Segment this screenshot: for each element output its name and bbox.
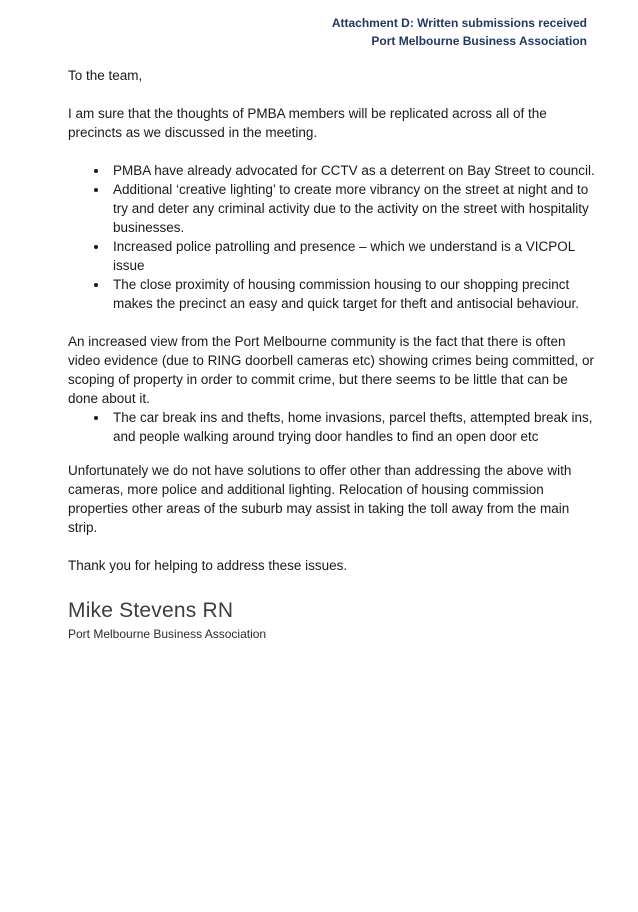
closing-line: Thank you for helping to address these issues. xyxy=(68,558,348,573)
concerns-bullet-list xyxy=(68,161,595,313)
signature-organisation: Port Melbourne Business Association xyxy=(68,627,267,641)
bullet-item: • Increased police patrolling and presence – which we understand is a VICPOL issue xyxy=(109,237,595,275)
crime-examples-bullet-list xyxy=(68,408,595,446)
bullet-item: • The close proximity of housing commission housing to our shopping precinct makes the precinct an easy and quick target for theft and antisocial behaviour. xyxy=(109,275,595,313)
paragraph-intro: I am sure that the thoughts of PMBA members will be replicated across all of the precincts as we discussed in the meeting. xyxy=(68,106,547,140)
signature-name: Mike Stevens RN xyxy=(68,599,234,622)
attachment-header-line2: Port Melbourne Business Association xyxy=(371,34,587,48)
bullet-item: • The car break ins and thefts, home invasions, parcel thefts, attempted break ins, and people walking around trying door handles to find an open door etc xyxy=(109,408,595,446)
letter-body xyxy=(68,66,595,642)
attachment-header xyxy=(332,14,587,50)
paragraph-solutions: Unfortunately we do not have solutions to offer other than addressing the above with cameras, more police and additional lighting. Relocation of housing commission properties other areas of the suburb may assist in taking the toll away from the main strip. xyxy=(68,463,572,535)
bullet-item: • Additional ‘creative lighting’ to create more vibrancy on the street at night and to try and deter any criminal activity due to the activity on the street with hospitality businesses. xyxy=(109,180,595,237)
salutation: To the team, xyxy=(68,68,143,83)
bullet-item: • PMBA have already advocated for CCTV as a deterrent on Bay Street to council. xyxy=(109,161,595,180)
paragraph-community-view: An increased view from the Port Melbourne community is the fact that there is often video evidence (due to RING doorbell cameras etc) showing crimes being committed, or scoping of property in order to commit crime, but there seems to be little that can be done about it. xyxy=(68,334,594,406)
attachment-header-line1: Attachment D: Written submissions received xyxy=(331,16,587,30)
